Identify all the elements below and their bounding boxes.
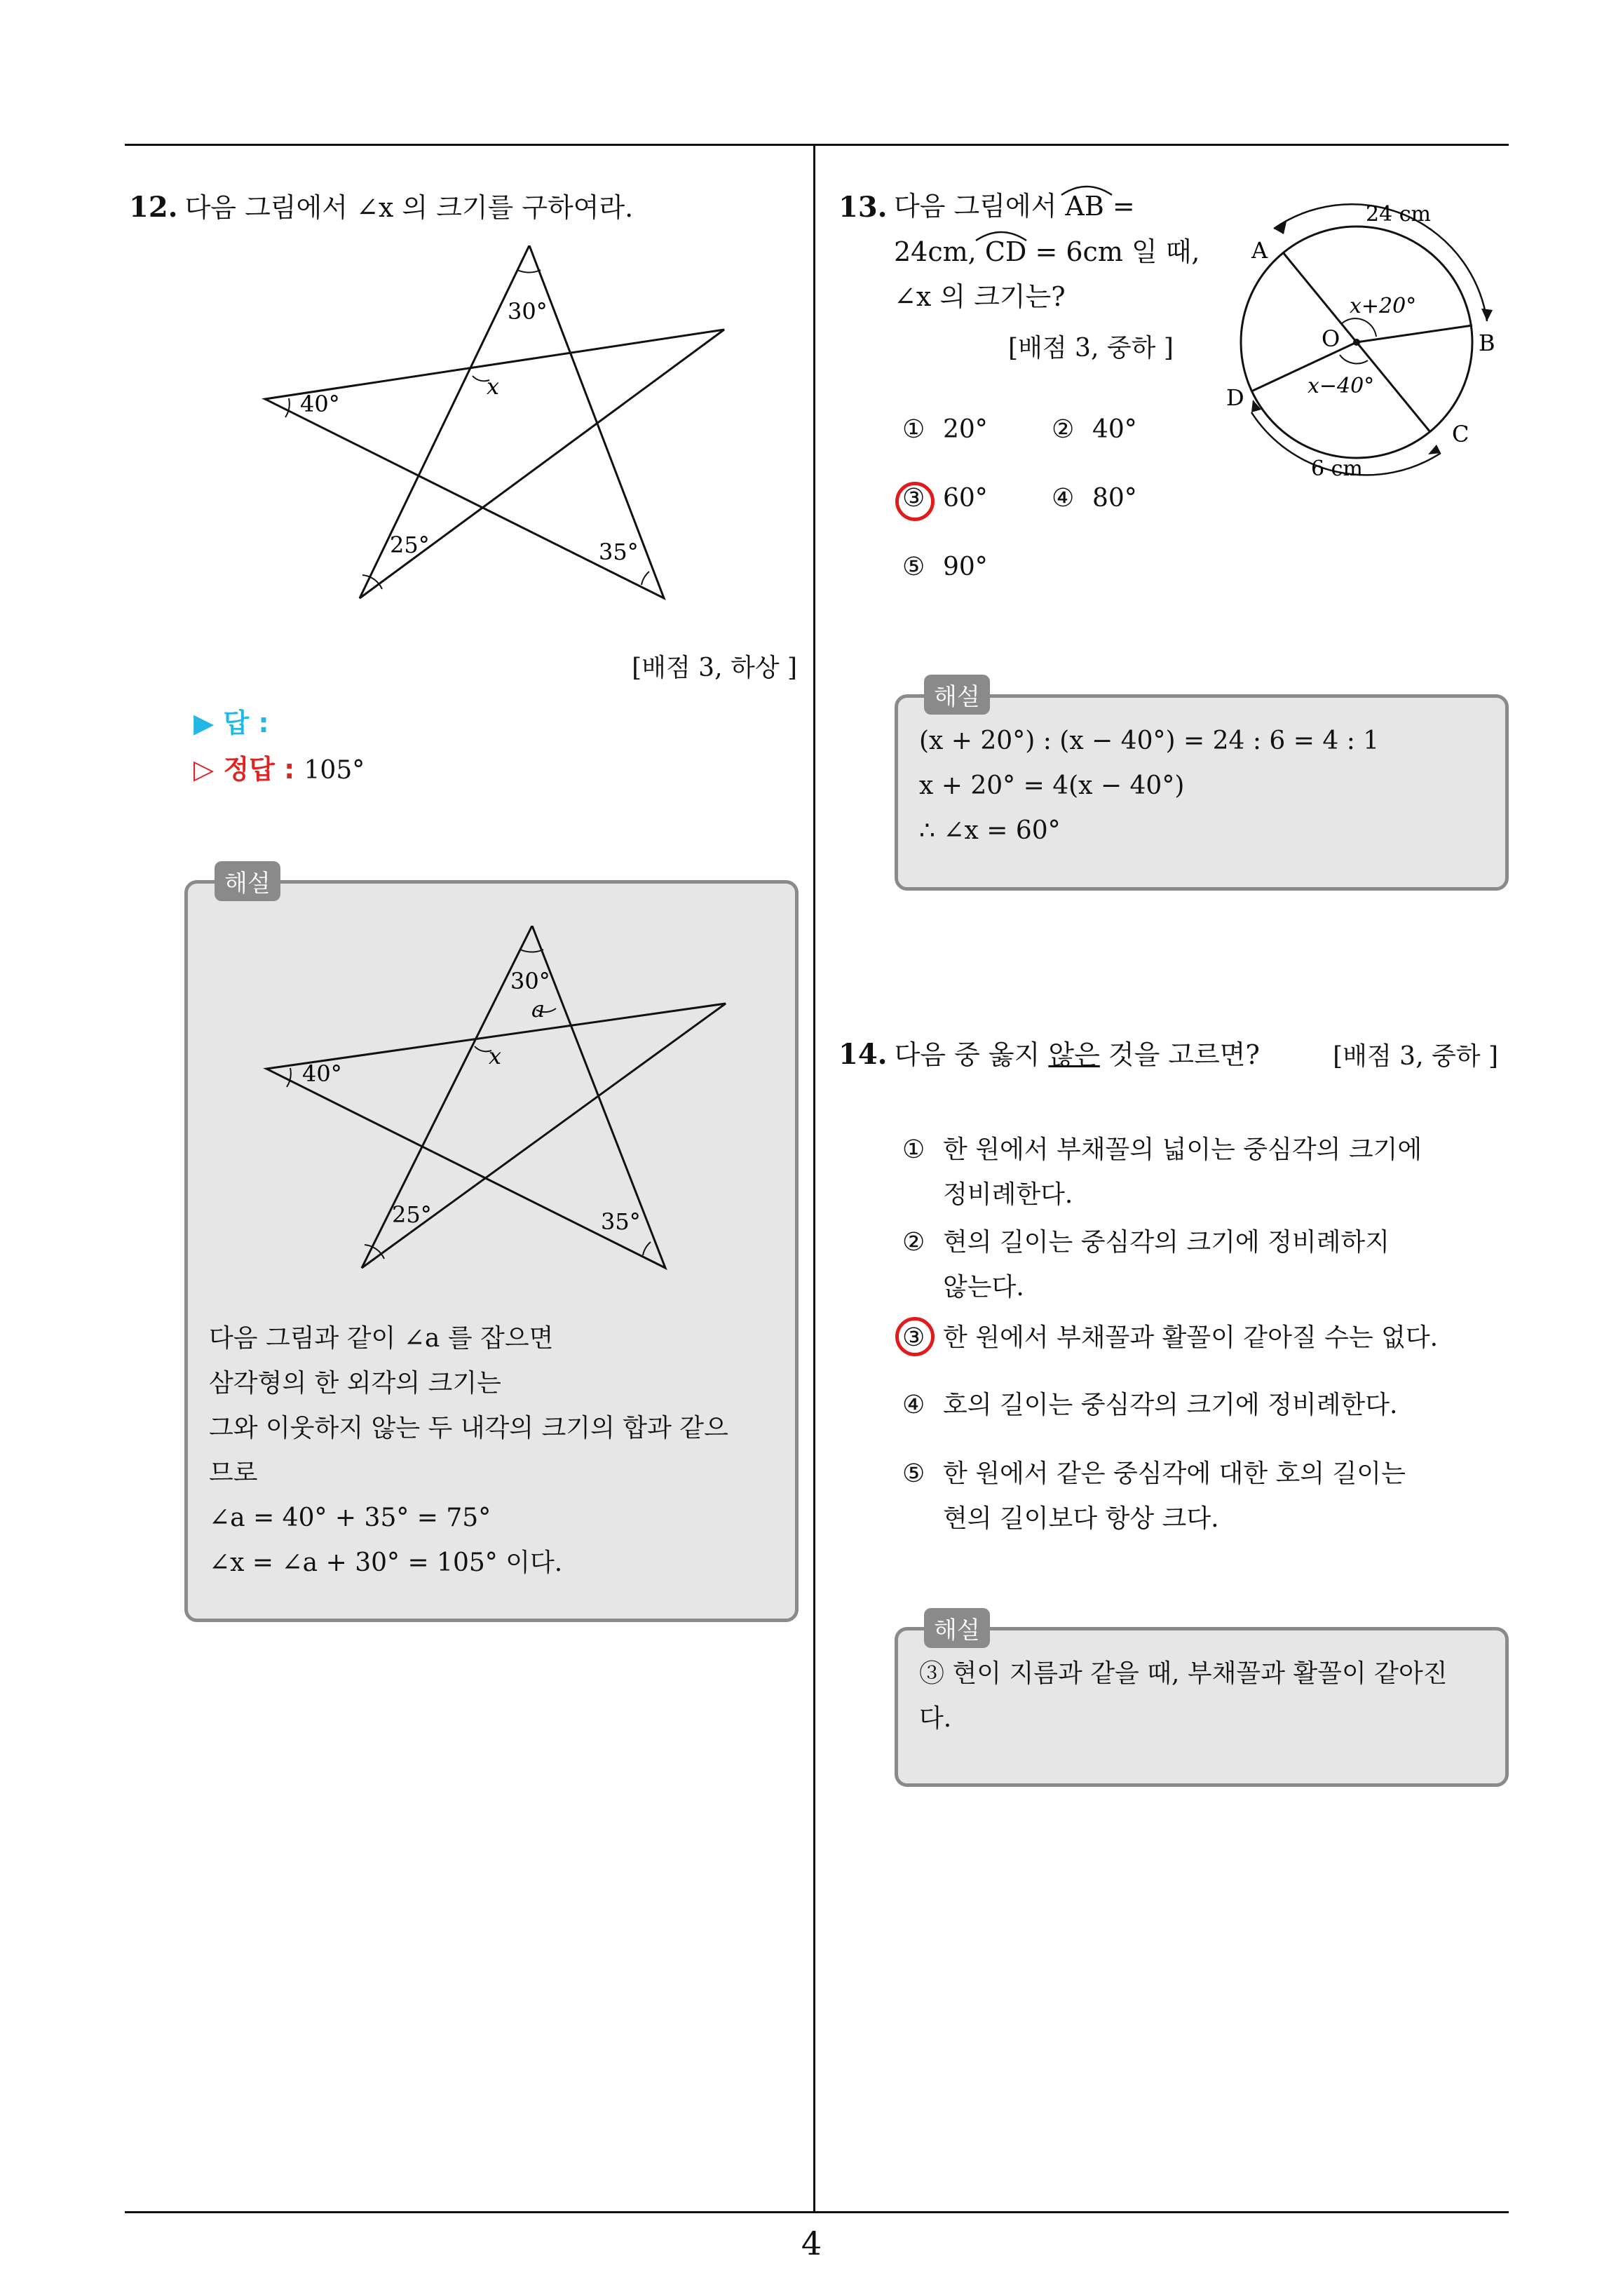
q14-choice-1-line: 정비례한다. <box>943 1180 1073 1209</box>
q14-text-after: 것을 고르면? <box>1099 1039 1260 1070</box>
q14-choice-1[interactable] <box>902 1128 1422 1217</box>
q13-number: 13. <box>838 191 888 224</box>
q12-label-bottom-right: 35° <box>599 539 639 565</box>
q12-solution-box <box>184 880 799 1622</box>
q12-solution-line: 다음 그림과 같이 ∠a 를 잡으면 <box>209 1324 554 1353</box>
q12-correct-label: ▷ 정답 : <box>193 754 295 785</box>
bottom-rule <box>125 2211 1509 2213</box>
q13-label-b: B <box>1479 330 1495 356</box>
q13-label-arc-bottom: 6 cm <box>1311 457 1363 481</box>
q12-solution-text <box>209 1316 728 1586</box>
q14-choice-5-line: 현의 길이보다 항상 크다. <box>943 1504 1219 1533</box>
q13-question-lines <box>894 184 1200 320</box>
q13-solution-tag: 해설 <box>924 675 990 715</box>
q13-choice-1-mark: ① <box>902 415 925 444</box>
q12-solution-tag: 해설 <box>215 861 280 901</box>
q13-choice-3-text: 60° <box>943 484 988 513</box>
q13-solution-box <box>895 694 1509 891</box>
q12-score: [배점 3, 하상 ] <box>632 654 797 682</box>
q13-choice-1-text: 20° <box>943 415 988 444</box>
q14-choice-5-mark: ⑤ <box>902 1459 925 1488</box>
q13-question-line: ∠x 의 크기는? <box>894 281 1066 313</box>
q14-solution-line: ③ 현이 지름과 같을 때, 부채꼴과 활꼴이 같아진 <box>919 1659 1448 1688</box>
q14-choice-4-line: 호의 길이는 중심각의 크기에 정비례한다. <box>943 1391 1398 1419</box>
q14-choice-1-mark: ① <box>902 1135 925 1164</box>
q13-choice-4[interactable] <box>1052 484 1137 513</box>
q14-choice-5[interactable] <box>902 1452 1406 1541</box>
q14-score: [배점 3, 중하 ] <box>1333 1042 1498 1071</box>
q13-choice-1[interactable] <box>902 415 988 444</box>
q13-choice-2-mark: ② <box>1052 415 1075 444</box>
q14-choice-4-mark: ④ <box>902 1391 925 1419</box>
q14-solution-box <box>895 1627 1509 1787</box>
q14-choice-3[interactable] <box>902 1316 1438 1360</box>
q14-choice-3-line: 한 원에서 부채꼴과 활꼴이 같아질 수는 없다. <box>943 1323 1439 1352</box>
q14-number: 14. <box>838 1038 888 1071</box>
q13-arc-mark-ab <box>1059 181 1115 198</box>
q13-solution-line: (x + 20°) : (x − 40°) = 24 : 6 = 4 : 1 <box>919 727 1380 755</box>
q14-choice-2-mark: ② <box>902 1228 925 1257</box>
q13-arc-mark-cd <box>973 227 1029 243</box>
q14-solution-line: 다. <box>919 1704 952 1733</box>
q12-correct-value: 105° <box>304 756 365 785</box>
q12-sol-label-left: 40° <box>302 1060 342 1087</box>
q14-text-underlined: 않은 <box>1048 1039 1100 1070</box>
q12-star-figure <box>252 245 743 610</box>
q14-choice-4[interactable] <box>902 1383 1397 1428</box>
q12-solution-line: ∠x = ∠a + 30° = 105° 이다. <box>209 1548 563 1577</box>
q12-number: 12. <box>129 191 178 224</box>
q13-choice-5-text: 90° <box>943 553 988 581</box>
q13-label-angle-bottom: x−40° <box>1308 374 1375 398</box>
q12-sol-label-top: 30° <box>510 968 550 994</box>
q12-sol-label-bottom-left: 25° <box>392 1201 432 1228</box>
q13-choice-4-text: 80° <box>1092 484 1137 513</box>
q13-solution-line: x + 20° = 4(x − 40°) <box>919 771 1185 800</box>
q12-answer-row <box>193 701 269 740</box>
q14-text-before: 다음 중 옳지 <box>894 1039 1049 1070</box>
q14-choice-2-line: 현의 길이는 중심각의 크기에 정비례하지 <box>943 1228 1390 1257</box>
q13-question-line: 다음 그림에서 AB = <box>894 191 1135 222</box>
q12-solution-line: ∠a = 40° + 35° = 75° <box>209 1504 491 1532</box>
q12-label-left: 40° <box>300 391 340 417</box>
q13-choice-5[interactable] <box>902 553 988 581</box>
q12-correct-row <box>193 748 365 786</box>
q12-label-top: 30° <box>508 298 548 325</box>
q12-question <box>129 184 633 231</box>
q14-solution-tag: 해설 <box>924 1608 990 1648</box>
q13-choice-2-text: 40° <box>1092 415 1137 444</box>
q12-solution-line: 삼각형의 한 외각의 크기는 <box>209 1369 501 1398</box>
q12-text: 다음 그림에서 ∠x 의 크기를 구하여라. <box>184 192 634 223</box>
q12-answer-label: ▶ 답 : <box>193 708 269 738</box>
q14-choice-3-mark: ③ <box>902 1323 925 1352</box>
q12-solution-star-figure <box>256 926 733 1276</box>
q13-label-c: C <box>1452 421 1469 447</box>
q12-solution-line: 그와 이웃하지 않는 두 내각의 크기의 합과 같으 <box>209 1414 728 1443</box>
q13-label-a: A <box>1251 237 1268 264</box>
q13-choice-2[interactable] <box>1052 415 1137 444</box>
q13-label-o: O <box>1322 325 1340 352</box>
q13-selected-circle <box>895 482 935 521</box>
page-number: 4 <box>801 2224 822 2262</box>
q12-label-bottom-left: 25° <box>390 532 430 558</box>
q13-choice-5-mark: ⑤ <box>902 553 925 581</box>
q14-choice-1-line: 한 원에서 부채꼴의 넓이는 중심각의 크기에 <box>943 1135 1422 1164</box>
q12-sol-label-a: a <box>531 996 545 1022</box>
q13-solution-line: ∴ ∠x = 60° <box>919 816 1061 845</box>
q13-question-line: 24cm, CD = 6cm 일 때, <box>894 236 1200 267</box>
top-rule <box>125 144 1509 146</box>
q14-choice-5-line: 한 원에서 같은 중심각에 대한 호의 길이는 <box>943 1459 1406 1488</box>
q13-label-angle-top: x+20° <box>1350 294 1417 318</box>
q12-solution-line: 므로 <box>209 1459 258 1487</box>
column-divider <box>813 144 815 2213</box>
q14-choice-2-line: 않는다. <box>943 1273 1024 1302</box>
q13-label-d: D <box>1226 384 1244 411</box>
q12-sol-label-bottom-right: 35° <box>601 1208 641 1235</box>
q12-sol-label-x: x <box>489 1043 502 1069</box>
q13-question <box>838 184 895 231</box>
q13-choice-4-mark: ④ <box>1052 484 1075 513</box>
q14-selected-circle <box>895 1317 935 1356</box>
q12-label-x: x <box>487 373 500 400</box>
q14-question <box>838 1031 1260 1079</box>
q13-label-arc-top: 24 cm <box>1366 202 1431 227</box>
q14-choice-2[interactable] <box>902 1220 1390 1310</box>
q14-solution-text <box>919 1652 1448 1741</box>
q13-circle-figure <box>1216 188 1504 482</box>
q13-choice-3-mark: ③ <box>902 484 925 513</box>
q13-score: [배점 3, 중하 ] <box>1008 334 1174 363</box>
q13-solution-text <box>919 719 1379 853</box>
